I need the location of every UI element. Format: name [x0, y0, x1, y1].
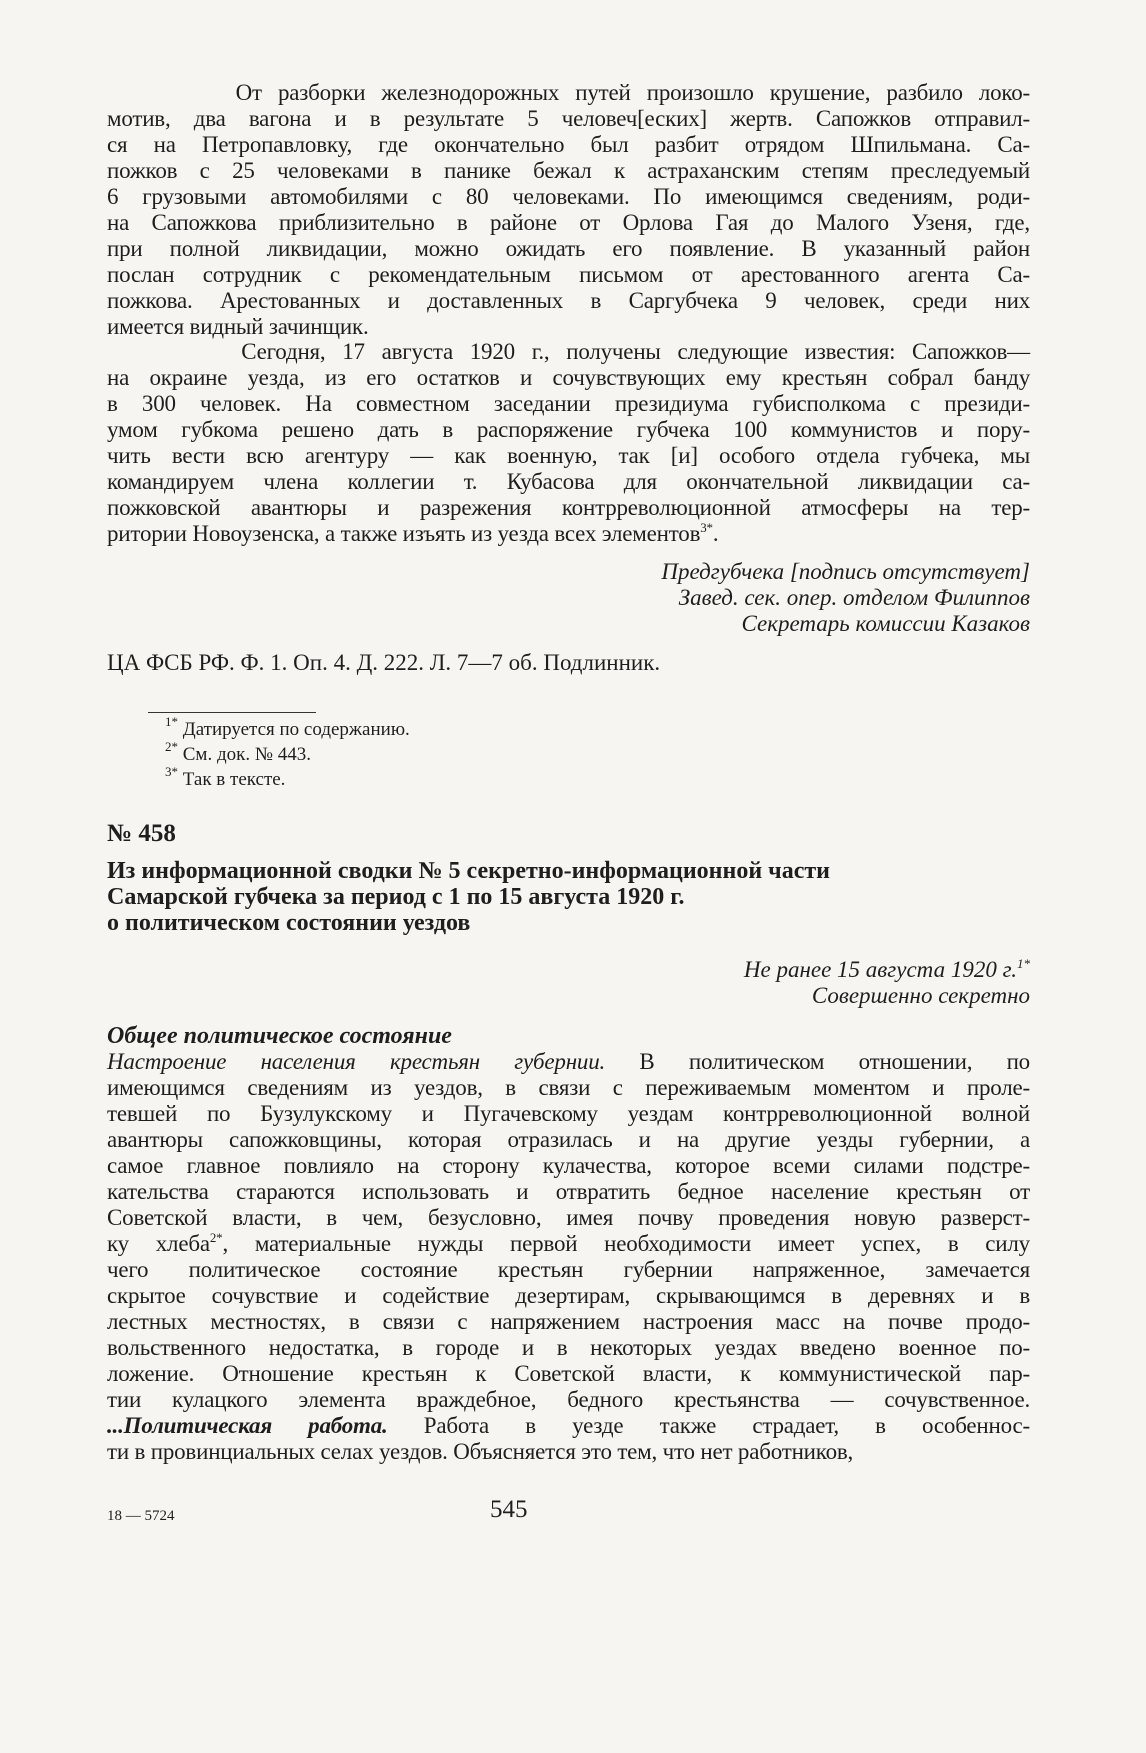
- text-segment: тии кулацкого элемента враждебное, бедного крестьянства — сочувственное.: [107, 1387, 1030, 1412]
- text-line: [107, 132, 1030, 158]
- text-line: [107, 521, 1030, 547]
- text-segment: ти в провинциальных селах уездов. Объясняется это тем, что нет работников,: [107, 1439, 854, 1464]
- text-line: [107, 443, 1030, 469]
- text-line: [107, 1309, 1030, 1335]
- text-line: [107, 1049, 1030, 1075]
- text-segment: на Сапожкова приблизительно в районе от Орлова Гая до Малого Узеня, где,: [107, 210, 1030, 235]
- document-title-line: Из информационной сводки № 5 секретно-информационной части: [107, 858, 830, 884]
- signature-chairman: Предгубчека [подпись отсутствует]: [661, 559, 1030, 584]
- text-segment: на окраине уезда, из его остатков и сочувствующих ему крестьян собрал банду: [107, 365, 1030, 390]
- text-line: [107, 391, 1030, 417]
- text-line: [107, 314, 1030, 340]
- text-line: [107, 184, 1030, 210]
- date-text: Не ранее 15 августа 1920 г.: [743, 957, 1017, 982]
- footnote-2: [165, 739, 311, 767]
- text-line: [107, 1413, 1030, 1439]
- text-line: [107, 262, 1030, 288]
- text-line: [107, 1179, 1030, 1205]
- text-segment: авантюры сапожковщины, которая отразилась и на другие уезды губернии, а: [107, 1127, 1030, 1152]
- footnote-mark: 1*: [1017, 956, 1030, 971]
- text-segment: ритории Новоузенска, а также изъять из уезда всех элементов: [107, 521, 701, 546]
- text-line: [107, 1335, 1030, 1361]
- text-line: [107, 339, 1030, 365]
- text-segment: пожкова. Арестованных и доставленных в Саргубчека 9 человек, среди них: [107, 288, 1030, 313]
- text-line: [107, 80, 1030, 106]
- text-line: [107, 1257, 1030, 1283]
- text-segment: послан сотрудник с рекомендательным письмом от арестованного агента Са-: [107, 262, 1030, 287]
- document-date: [744, 957, 1030, 983]
- text-segment: чего политическое состояние крестьян губернии напряженное, замечается: [107, 1257, 1030, 1282]
- text-segment: мотив, два вагона и в результате 5 человеч[еских] жертв. Сапожков отправил-: [107, 106, 1030, 131]
- text-segment: имеющимся сведениям из уездов, в связи с переживаемым моментом и проле-: [107, 1075, 1030, 1100]
- footnote-mark: 1*: [165, 714, 178, 729]
- text-segment: скрытое сочувствие и содействие дезертирам, скрывающимся в деревнях и в: [107, 1283, 1030, 1308]
- text-segment: кательства стараются использовать и отвратить бедное население крестьян от: [107, 1179, 1030, 1204]
- text-line: [107, 236, 1030, 262]
- text-segment: умом губкома решено дать в распоряжение губчека 100 коммунистов и пору-: [107, 417, 1030, 442]
- text-segment: В политическом отношении, по: [605, 1049, 1030, 1074]
- text-line: [107, 158, 1030, 184]
- text-segment: при полной ликвидации, можно ожидать его появление. В указанный район: [107, 236, 1030, 261]
- text-line: [107, 1439, 1030, 1465]
- inline-heading: ...Политическая работа.: [107, 1413, 388, 1438]
- text-segment: ку хлеба: [107, 1231, 210, 1256]
- footnote-mark: 3*: [700, 520, 713, 535]
- footnote-3: [165, 764, 286, 792]
- text-segment: в 300 человек. На совместном заседании президиума губисполкома с президи-: [107, 391, 1030, 416]
- text-segment: Советской власти, в чем, безусловно, имея почву проведения новую разверст-: [107, 1205, 1030, 1230]
- page-number: 545: [490, 1496, 528, 1523]
- text-line: [107, 1231, 1030, 1257]
- text-segment: От разборки железнодорожных путей произошло крушение, разбило локо-: [107, 80, 1030, 105]
- text-line: [107, 1127, 1030, 1153]
- footnote-text: Так в тексте.: [178, 769, 286, 790]
- archive-reference: ЦА ФСБ РФ. Ф. 1. Оп. 4. Д. 222. Л. 7—7 об. Подлинник.: [107, 650, 661, 675]
- signature-secretary: Секретарь комиссии Казаков: [741, 611, 1030, 636]
- printer-signature-mark: 18 — 5724: [107, 1508, 175, 1524]
- text-line: [107, 1075, 1030, 1101]
- text-segment: самое главное повлияло на сторону кулачества, которое всеми силами подстре-: [107, 1153, 1030, 1178]
- document-title-line: Самарской губчека за период с 1 по 15 августа 1920 г.: [107, 884, 685, 910]
- text-segment: Работа в уезде также страдает, в особеннос-: [387, 1413, 1030, 1438]
- footnote-mark: 2*: [165, 739, 178, 754]
- text-segment: имеется видный зачинщик.: [107, 314, 369, 339]
- footnote-text: См. док. № 443.: [178, 744, 311, 765]
- text-segment: .: [712, 521, 719, 546]
- text-line: [107, 469, 1030, 495]
- document-number: № 458: [107, 820, 176, 847]
- text-line: [107, 288, 1030, 314]
- signature-department-head: Завед. сек. опер. отделом Филиппов: [678, 585, 1030, 610]
- text-segment: чить вести всю агентуру — как военную, так [и] особого отдела губчека, мы: [107, 443, 1030, 468]
- inline-heading: Настроение населения крестьян губернии.: [107, 1049, 606, 1074]
- text-segment: ся на Петропавловку, где окончательно был разбит отрядом Шпильмана. Са-: [107, 132, 1030, 157]
- text-line: [107, 210, 1030, 236]
- document-title-line: о политическом состоянии уездов: [107, 910, 471, 936]
- text-segment: ложение. Отношение крестьян к Советской власти, к коммунистической пар-: [107, 1361, 1030, 1386]
- text-line: [107, 106, 1030, 132]
- text-segment: 6 грузовыми автомобилями с 80 человеками. По имеющимся сведениям, роди-: [107, 184, 1030, 209]
- footnote-mark: 2*: [209, 1230, 223, 1245]
- footnote-divider: [148, 712, 316, 713]
- text-segment: пожков с 25 человеками в панике бежал к астраханским степям преследуемый: [107, 158, 1030, 183]
- text-segment: вольственного недостатка, в городе и в некоторых уездах введено военное по-: [107, 1335, 1030, 1360]
- text-line: [107, 495, 1030, 521]
- text-segment: тевшей по Бузулукскому и Пугачевскому уездам контрреволюционной волной: [107, 1101, 1030, 1126]
- text-line: [107, 1101, 1030, 1127]
- text-segment: Сегодня, 17 августа 1920 г., получены следующие известия: Сапожков—: [107, 339, 1030, 364]
- text-line: [107, 1283, 1030, 1309]
- text-line: [107, 417, 1030, 443]
- text-line: [107, 1387, 1030, 1413]
- footnote-1: [165, 714, 410, 742]
- text-line: [107, 365, 1030, 391]
- text-line: [107, 1205, 1030, 1231]
- text-segment: пожковской авантюры и разрежения контрреволюционной атмосферы на тер-: [107, 495, 1030, 520]
- text-line: [107, 1153, 1030, 1179]
- text-line: [107, 1361, 1030, 1387]
- footnote-text: Датируется по содержанию.: [178, 719, 410, 740]
- section-heading: Общее политическое состояние: [107, 1023, 452, 1049]
- text-segment: , материальные нужды первой необходимости имеет успех, в силу: [222, 1231, 1030, 1256]
- text-segment: лестных местностях, в связи с напряжением настроения масс на почве продо-: [107, 1309, 1030, 1334]
- footnote-mark: 3*: [165, 764, 178, 779]
- text-segment: командируем члена коллегии т. Кубасова для окончательной ликвидации са-: [107, 469, 1030, 494]
- classification: Совершенно секретно: [811, 983, 1030, 1008]
